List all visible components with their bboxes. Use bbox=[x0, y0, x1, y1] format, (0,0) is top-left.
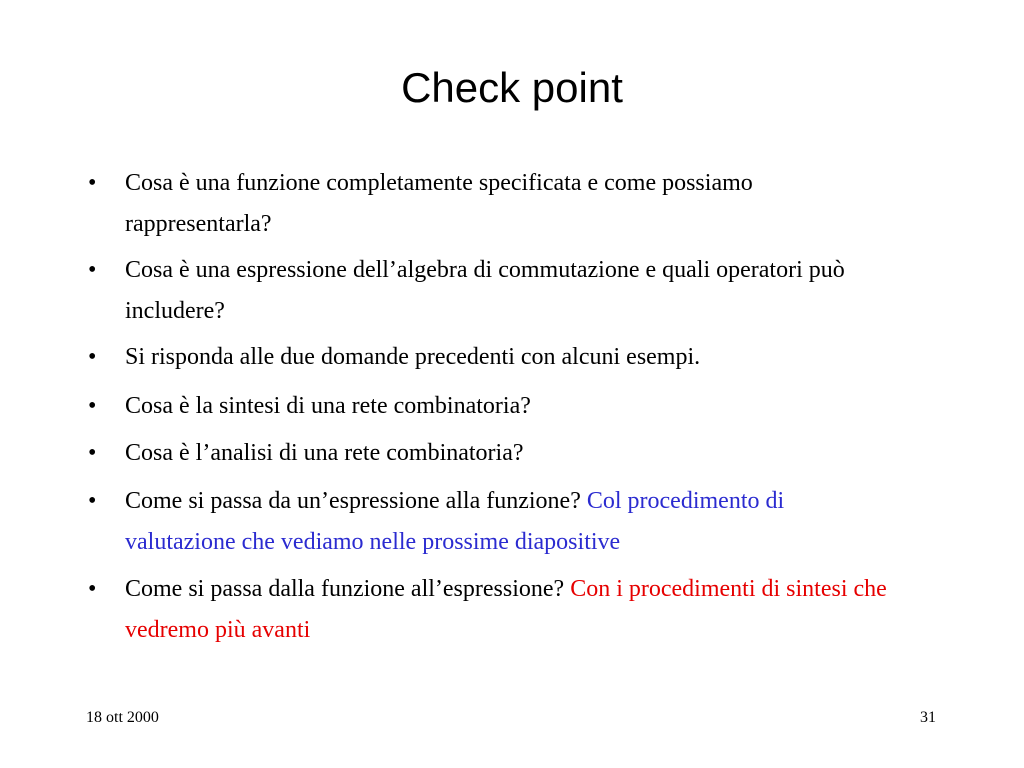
bullet-symbol: • bbox=[88, 170, 97, 196]
footer-date: 18 ott 2000 bbox=[86, 709, 159, 726]
bullet-symbol: • bbox=[88, 576, 97, 602]
bullet-item bbox=[88, 433, 895, 474]
bullet-text: Cosa è la sintesi di una rete combinatoria? bbox=[125, 393, 531, 419]
bullet-item bbox=[88, 569, 895, 651]
bullet-text: Si risponda alle due domande precedenti con alcuni esempi. bbox=[125, 344, 701, 370]
bullet-item bbox=[88, 250, 895, 332]
bullet-item bbox=[88, 163, 895, 245]
bullet-text: Come si passa da un’espressione alla funzione? bbox=[125, 488, 587, 514]
bullet-text: Cosa è una funzione completamente specificata e come possiamo rappresentarla? bbox=[125, 170, 753, 237]
bullet-text: Come si passa dalla funzione all’espressione? bbox=[125, 576, 571, 602]
bullet-answer-red: Con i procedimenti di sintesi che vedremo più avanti bbox=[125, 576, 887, 643]
bullet-symbol: • bbox=[88, 344, 97, 370]
bullet-symbol: • bbox=[88, 488, 97, 514]
bullet-text: Cosa è una espressione dell’algebra di commutazione e quali operatori può includere? bbox=[125, 257, 845, 324]
bullet-item bbox=[88, 481, 895, 563]
slide-title: Check point bbox=[401, 64, 623, 111]
bullet-item bbox=[88, 337, 895, 378]
bullet-symbol: • bbox=[88, 440, 97, 466]
bullet-item bbox=[88, 386, 895, 427]
bullet-answer-blue: Col procedimento di valutazione che vediamo nelle prossime diapositive bbox=[125, 488, 785, 555]
footer-page-number: 31 bbox=[920, 709, 936, 726]
bullet-text: Cosa è l’analisi di una rete combinatoria? bbox=[125, 440, 524, 466]
bullet-symbol: • bbox=[88, 393, 97, 419]
bullet-symbol: • bbox=[88, 257, 97, 283]
